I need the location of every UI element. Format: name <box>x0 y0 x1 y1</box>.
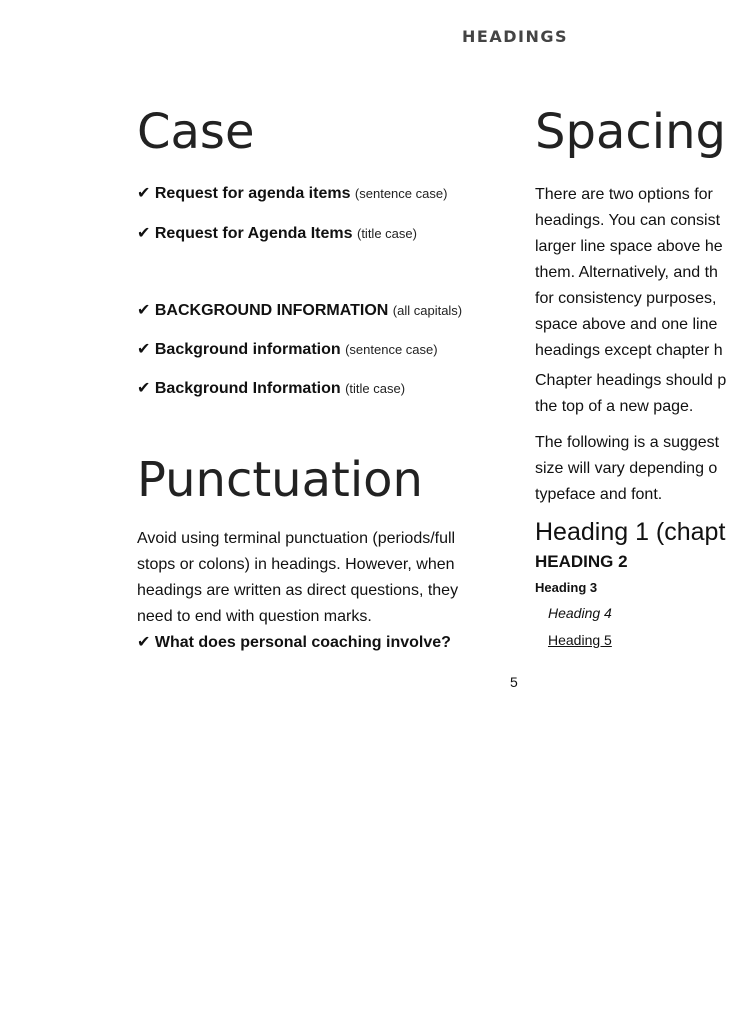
case-item-label: Request for Agenda Items <box>154 225 353 242</box>
case-item <box>137 300 462 320</box>
paragraph-line: headings. You can consist <box>535 212 721 229</box>
case-item <box>137 378 405 398</box>
case-title: Case <box>137 104 255 160</box>
case-item-label: BACKGROUND INFORMATION <box>154 302 389 319</box>
punctuation-example-label: What does personal coaching involve? <box>154 634 451 651</box>
paragraph-line: stops or colons) in headings. However, when <box>137 556 455 573</box>
spacing-paragraph-1 <box>535 182 723 364</box>
case-item-label: Request for agenda items <box>154 185 351 202</box>
paragraph-line: The following is a suggest <box>535 434 720 451</box>
heading-3-sample: Heading 3 <box>535 580 598 595</box>
case-item <box>137 223 417 243</box>
paragraph-line: typeface and font. <box>535 486 663 503</box>
running-head: HEADINGS <box>462 27 568 46</box>
paragraph-line: the top of a new page. <box>535 398 694 415</box>
case-item-label: Background Information <box>154 380 341 397</box>
heading-2-sample: HEADING 2 <box>535 552 628 571</box>
checkmark-icon: ✔ <box>137 185 151 202</box>
page-number: 5 <box>510 674 518 690</box>
paragraph-line: Avoid using terminal punctuation (periods/full <box>137 530 456 547</box>
case-item-label: Background information <box>154 341 341 358</box>
checkmark-icon: ✔ <box>137 634 151 651</box>
case-item-note: (title case) <box>356 226 417 241</box>
paragraph-line: space above and one line <box>535 316 718 333</box>
punctuation-title: Punctuation <box>137 452 423 508</box>
paragraph-line: headings are written as direct questions, they <box>137 582 459 599</box>
case-item-note: (title case) <box>345 381 406 396</box>
spacing-title: Spacing <box>535 104 726 160</box>
heading-4-sample: Heading 4 <box>548 605 612 621</box>
paragraph-line: size will vary depending o <box>535 460 718 477</box>
case-item-note: (sentence case) <box>354 186 448 201</box>
heading-5-sample: Heading 5 <box>548 632 612 648</box>
case-item-note: (sentence case) <box>345 342 438 357</box>
punctuation-paragraph <box>137 526 458 630</box>
case-item <box>137 339 438 359</box>
checkmark-icon: ✔ <box>137 302 151 319</box>
heading-1-sample: Heading 1 (chapt <box>535 518 726 546</box>
paragraph-line: larger line space above he <box>535 238 723 255</box>
case-item-note: (all capitals) <box>392 303 463 318</box>
checkmark-icon: ✔ <box>137 225 151 242</box>
paragraph-line: There are two options for <box>535 186 713 203</box>
spacing-paragraph-2 <box>535 368 726 420</box>
checkmark-icon: ✔ <box>137 380 151 397</box>
punctuation-example <box>137 632 451 652</box>
case-item <box>137 183 447 203</box>
paragraph-line: for consistency purposes, <box>535 290 717 307</box>
checkmark-icon: ✔ <box>137 341 151 358</box>
paragraph-line: Chapter headings should p <box>535 372 727 389</box>
paragraph-line: them. Alternatively, and th <box>535 264 718 281</box>
spacing-paragraph-3 <box>535 430 719 508</box>
paragraph-line: need to end with question marks. <box>137 608 372 625</box>
paragraph-line: headings except chapter h <box>535 342 723 359</box>
